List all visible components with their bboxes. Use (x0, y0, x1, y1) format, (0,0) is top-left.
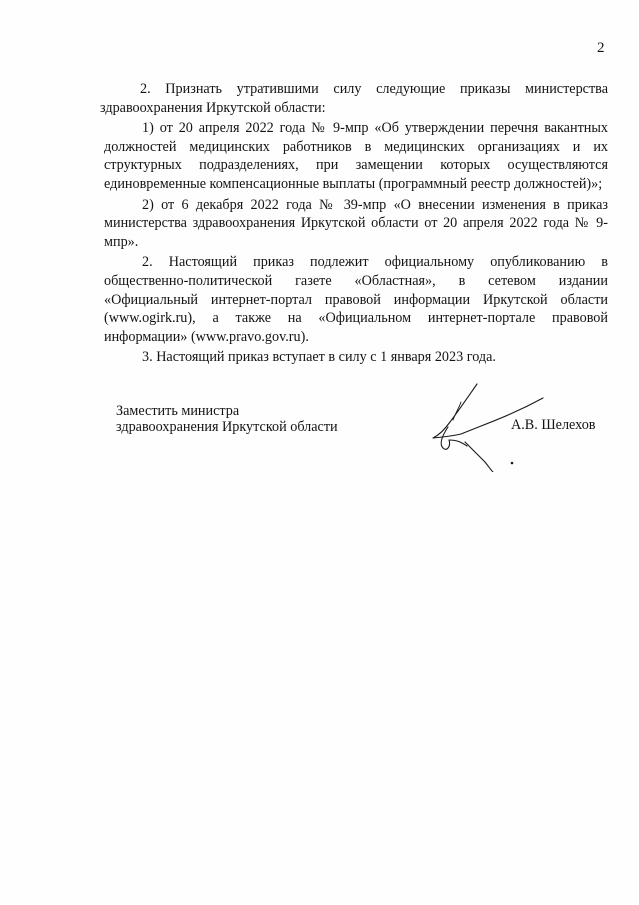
paragraph-repeal-orders: 2. Признать утратившими силу следующие приказы министерства здравоохранения Иркутской области: (100, 81, 608, 116)
signatory-position (116, 403, 338, 435)
signatory-position-line-2: здравоохранения Иркутской области (116, 419, 338, 435)
document-body (100, 80, 608, 367)
page-number: 2 (597, 40, 605, 56)
paragraph-publication: 2. Настоящий приказ подлежит официальному опубликованию в общественно-политической газете «Областная», в сетевом издании «Официальный интернет-портал правовой информации Иркутской области (www.ogirk.ru), а также на «Официальном интернет-портале правовой информации» (www.pravo.gov.ru). (104, 254, 608, 345)
signatory-position-line-1: Заместить министра (116, 403, 240, 419)
paragraph-repealed-order-2: 2) от 6 декабря 2022 года № 39-мпр «О внесении изменения в приказ министерства здравоохранения Иркутской области от 20 апреля 2022 года № 9-мпр». (104, 196, 608, 250)
paragraph-repealed-order-1: 1) от 20 апреля 2022 года № 9-мпр «Об утверждении перечня вакантных должностей медицинских работников в медицинских организациях и их структурных подразделениях, при замещении которых осуществляются единовременные компенсационные выплаты (программный реестр должностей)»; (104, 120, 608, 192)
paragraph-effective-date: 3. Настоящий приказ вступает в силу с 1 января 2023 года. (142, 349, 496, 366)
signatory-name: А.В. Шелехов (511, 417, 596, 433)
